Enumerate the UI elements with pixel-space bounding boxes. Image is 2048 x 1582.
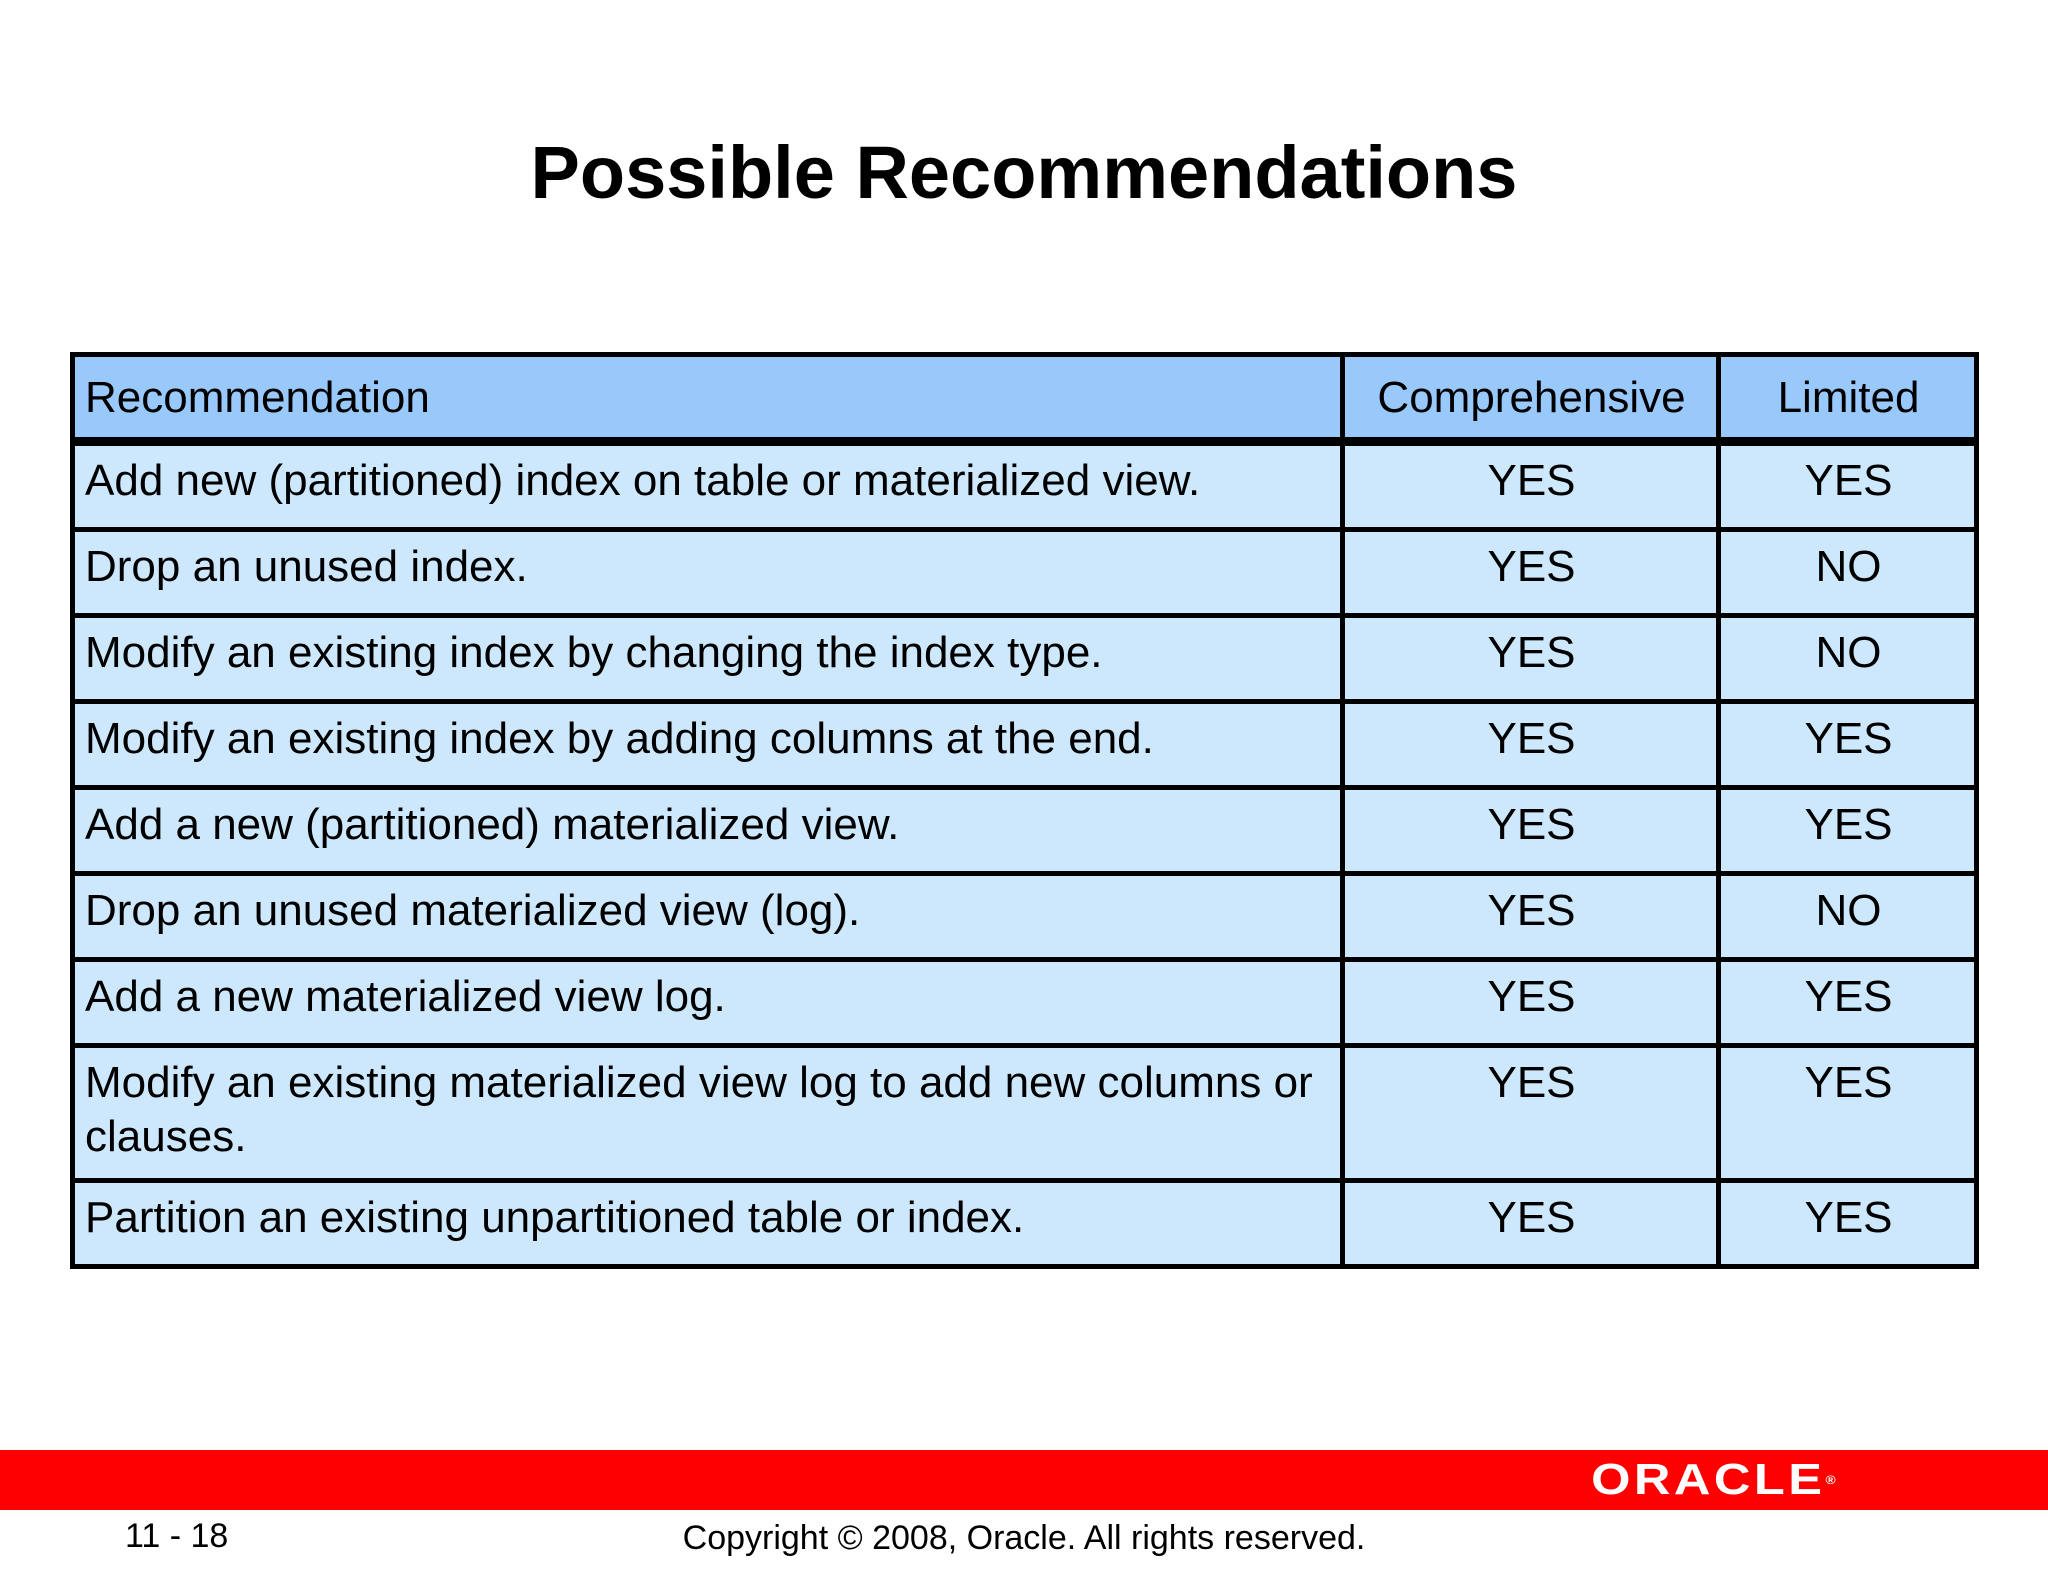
recommendation-cell: Modify an existing materialized view log to add new columns or clauses. xyxy=(73,1046,1343,1181)
table-row xyxy=(73,616,1977,702)
comprehensive-cell: YES xyxy=(1343,616,1719,702)
recommendation-cell: Modify an existing index by changing the index type. xyxy=(73,616,1343,702)
limited-cell: YES xyxy=(1719,788,1977,874)
comprehensive-cell: YES xyxy=(1343,788,1719,874)
limited-cell: NO xyxy=(1719,874,1977,960)
header-limited: Limited xyxy=(1719,355,1977,442)
comprehensive-cell: YES xyxy=(1343,1181,1719,1267)
recommendations-table xyxy=(70,352,1979,1269)
comprehensive-cell: YES xyxy=(1343,960,1719,1046)
registered-mark: ® xyxy=(1825,1473,1836,1487)
slide-title: Possible Recommendations xyxy=(530,131,1518,214)
recommendation-cell: Add a new materialized view log. xyxy=(73,960,1343,1046)
recommendation-cell: Add new (partitioned) index on table or materialized view. xyxy=(73,442,1343,530)
limited-cell: YES xyxy=(1719,960,1977,1046)
recommendations-table-container xyxy=(70,352,1974,1269)
header-comprehensive: Comprehensive xyxy=(1343,355,1719,442)
recommendation-cell: Partition an existing unpartitioned table or index. xyxy=(73,1181,1343,1267)
table-header-row xyxy=(73,355,1977,442)
comprehensive-cell: YES xyxy=(1343,530,1719,616)
recommendation-cell: Modify an existing index by adding columns at the end. xyxy=(73,702,1343,788)
comprehensive-cell: YES xyxy=(1343,1046,1719,1181)
table-row xyxy=(73,788,1977,874)
table-row xyxy=(73,960,1977,1046)
comprehensive-cell: YES xyxy=(1343,702,1719,788)
limited-cell: NO xyxy=(1719,530,1977,616)
limited-cell: YES xyxy=(1719,1046,1977,1181)
limited-cell: YES xyxy=(1719,442,1977,530)
page-number: 11 - 18 xyxy=(125,1517,229,1555)
limited-cell: NO xyxy=(1719,616,1977,702)
table-row xyxy=(73,702,1977,788)
table-row xyxy=(73,530,1977,616)
recommendation-cell: Drop an unused materialized view (log). xyxy=(73,874,1343,960)
table-row xyxy=(73,1046,1977,1181)
comprehensive-cell: YES xyxy=(1343,442,1719,530)
comprehensive-cell: YES xyxy=(1343,874,1719,960)
table-row xyxy=(73,442,1977,530)
table-row xyxy=(73,1181,1977,1267)
copyright-text: Copyright © 2008, Oracle. All rights reserved. xyxy=(682,1519,1366,1557)
header-recommendation: Recommendation xyxy=(73,355,1343,442)
recommendation-cell: Drop an unused index. xyxy=(73,530,1343,616)
recommendation-cell: Add a new (partitioned) materialized view. xyxy=(73,788,1343,874)
limited-cell: YES xyxy=(1719,702,1977,788)
limited-cell: YES xyxy=(1719,1181,1977,1267)
oracle-logo-text: ORACLE xyxy=(1591,1455,1826,1504)
table-row xyxy=(73,874,1977,960)
oracle-logo xyxy=(1591,1455,1836,1505)
